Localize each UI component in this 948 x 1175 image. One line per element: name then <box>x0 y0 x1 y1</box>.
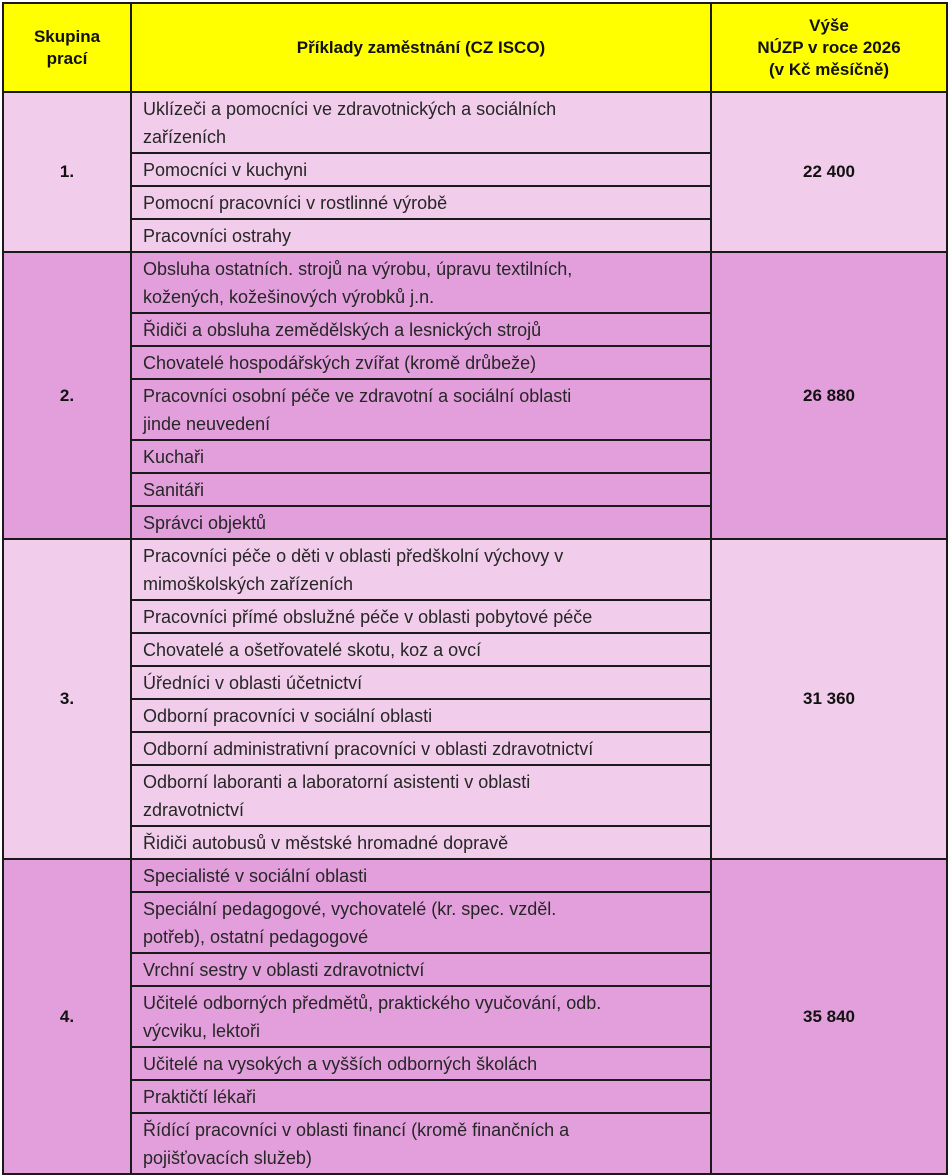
occupation-line: zařízeních <box>143 126 227 147</box>
occupation-line: Obsluha ostatních. strojů na výrobu, úpravu textilních, <box>143 258 573 279</box>
header-group-line-2: prací <box>46 48 88 68</box>
occupation-cell <box>131 600 711 633</box>
guaranteed-wage-table <box>2 2 948 1175</box>
wage-amount: 35 840 <box>711 859 947 1174</box>
occupation-cell <box>131 346 711 379</box>
occupation-line: Specialisté v sociální oblasti <box>143 865 368 886</box>
header-amount-line-1: Výše <box>809 15 849 35</box>
group-label: 4. <box>3 859 131 1174</box>
occupation-cell <box>131 1113 711 1174</box>
occupation-line: Sanitáři <box>143 479 205 500</box>
occupation-cell <box>131 953 711 986</box>
occupation-cell <box>131 1047 711 1080</box>
occupation-cell <box>131 252 711 313</box>
occupation-cell <box>131 153 711 186</box>
occupation-line: Praktičtí lékaři <box>143 1086 257 1107</box>
occupation-line: Pracovníci péče o děti v oblasti předškolní výchovy v <box>143 545 564 566</box>
header-examples: Příklady zaměstnání (CZ ISCO) <box>131 3 711 92</box>
occupation-line: Vrchní sestry v oblasti zdravotnictví <box>143 959 425 980</box>
occupation-line: Chovatelé a ošetřovatelé skotu, koz a ovcí <box>143 639 482 660</box>
occupation-cell <box>131 313 711 346</box>
occupation-line: potřeb), ostatní pedagogové <box>143 926 369 947</box>
occupation-line: Učitelé odborných předmětů, praktického vyučování, odb. <box>143 992 602 1013</box>
occupation-line: Učitelé na vysokých a vyšších odborných školách <box>143 1053 538 1074</box>
occupation-line: Řidiči autobusů v městské hromadné dopravě <box>143 832 509 853</box>
header-group <box>3 3 131 92</box>
occupation-line: mimoškolských zařízeních <box>143 573 354 594</box>
occupation-line: Odborní laboranti a laboratorní asistenti v oblasti <box>143 771 531 792</box>
occupation-cell <box>131 473 711 506</box>
table-row <box>3 92 947 153</box>
occupation-cell <box>131 826 711 859</box>
header-group-line-1: Skupina <box>33 26 101 46</box>
occupation-cell <box>131 440 711 473</box>
occupation-cell <box>131 633 711 666</box>
occupation-cell <box>131 666 711 699</box>
group-label: 3. <box>3 539 131 859</box>
occupation-line: Pracovníci přímé obslužné péče v oblasti pobytové péče <box>143 606 593 627</box>
occupation-line: Odborní administrativní pracovníci v oblasti zdravotnictví <box>143 738 594 759</box>
occupation-line: Správci objektů <box>143 512 267 533</box>
occupation-line: pojišťovacích služeb) <box>143 1147 312 1168</box>
wage-amount: 22 400 <box>711 92 947 252</box>
occupation-line: Uklízeči a pomocníci ve zdravotnických a sociálních <box>143 98 557 119</box>
header-amount-line-2: NÚZP v roce 2026 <box>757 37 901 57</box>
occupation-cell <box>131 699 711 732</box>
occupation-cell <box>131 732 711 765</box>
occupation-line: jinde neuvedení <box>143 413 271 434</box>
table-row <box>3 252 947 313</box>
wage-amount: 26 880 <box>711 252 947 539</box>
occupation-cell <box>131 379 711 440</box>
occupation-cell <box>131 1080 711 1113</box>
occupation-line: Úředníci v oblasti účetnictví <box>143 672 363 693</box>
occupation-line: Řidiči a obsluha zemědělských a lesnických strojů <box>143 319 542 340</box>
occupation-cell <box>131 892 711 953</box>
occupation-line: Chovatelé hospodářských zvířat (kromě drůbeže) <box>143 352 537 373</box>
occupation-cell <box>131 186 711 219</box>
group-label: 1. <box>3 92 131 252</box>
group-label: 2. <box>3 252 131 539</box>
occupation-cell <box>131 219 711 252</box>
occupation-cell <box>131 92 711 153</box>
occupation-line: zdravotnictví <box>143 799 245 820</box>
occupation-cell <box>131 539 711 600</box>
occupation-line: Pracovníci osobní péče ve zdravotní a sociální oblasti <box>143 385 572 406</box>
occupation-cell <box>131 986 711 1047</box>
occupation-cell <box>131 859 711 892</box>
table-row <box>3 539 947 600</box>
occupation-line: Kuchaři <box>143 446 205 467</box>
occupation-line: Pomocní pracovníci v rostlinné výrobě <box>143 192 448 213</box>
table-row <box>3 859 947 892</box>
header-amount-line-3: (v Kč měsíčně) <box>769 59 889 79</box>
occupation-line: Odborní pracovníci v sociální oblasti <box>143 705 433 726</box>
occupation-line: Pomocníci v kuchyni <box>143 159 308 180</box>
occupation-line: Řídící pracovníci v oblasti financí (kromě finančních a <box>143 1119 570 1140</box>
occupation-cell <box>131 765 711 826</box>
header-amount <box>711 3 947 92</box>
occupation-line: Speciální pedagogové, vychovatelé (kr. spec. vzděl. <box>143 898 557 919</box>
header-row <box>3 3 947 92</box>
occupation-line: kožených, kožešinových výrobků j.n. <box>143 286 435 307</box>
wage-amount: 31 360 <box>711 539 947 859</box>
occupation-line: Pracovníci ostrahy <box>143 225 292 246</box>
occupation-cell <box>131 506 711 539</box>
table-body <box>3 92 947 1174</box>
occupation-line: výcviku, lektoři <box>143 1020 261 1041</box>
